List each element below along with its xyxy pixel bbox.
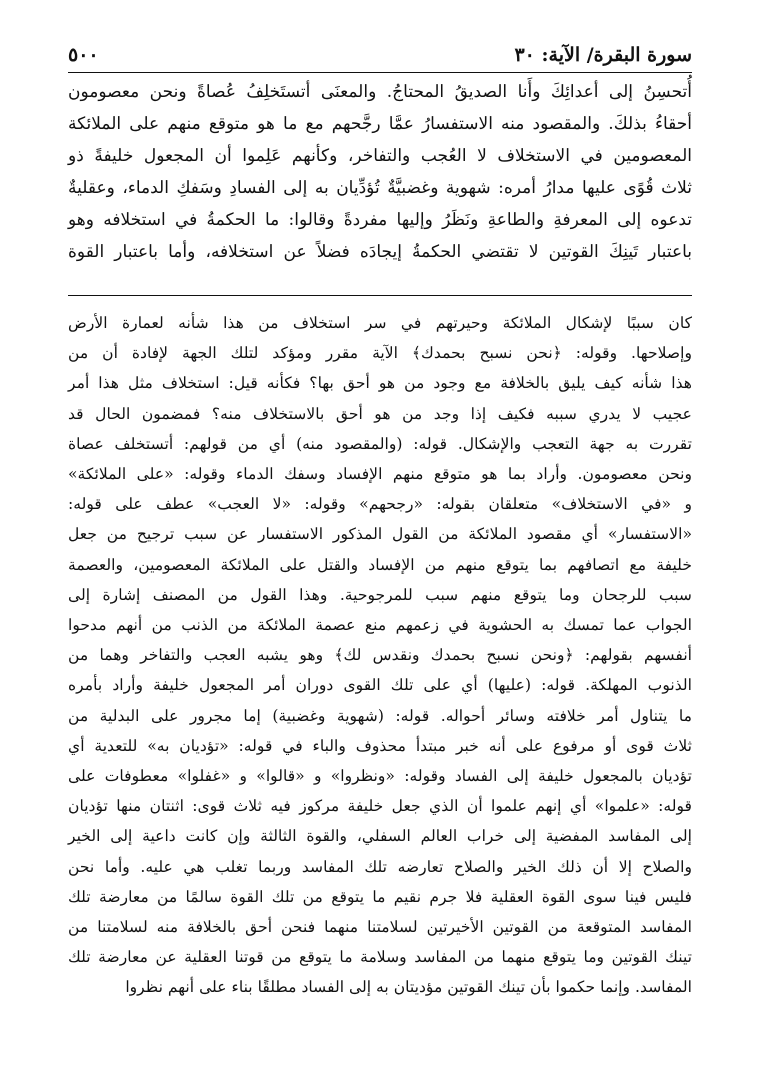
commentary-line: ثلاث قوى أو مرفوع على أنه خبر مبتدأ محذوف والباء في قوله: «تؤديان به» للتعدية أي: [68, 736, 692, 755]
commentary-line: تؤديان بالمجعول خليفة إلى الفساد وقوله: «ونظروا» و «قالوا» و «غفلوا» معطوفات على: [68, 767, 692, 786]
main-text-line: ثلاث قُوًى عليها مدارُ أمره: شهوية وغضبيَّةٌ تُؤدِّيان به إلى الفسادِ وسَفكِ الدماء، وعقليةٌ: [68, 178, 692, 198]
commentary-line: «الاستفسار» أي مقصود الملائكة من القول المذكور الاستفسار عن سبب ترجيح من جعل: [68, 525, 692, 544]
commentary-line: قوله: «علموا» أي إنهم علموا أن الذي جعل خليفة مركوز فيه ثلاث قوى: اثنتان منها تؤديان: [68, 797, 692, 816]
main-text-line: باعتبار تَينِكَ القوتين لا تقتضي الحكمةُ إيجادَه فضلاً عن استخلافه، وأما باعتبار القوة: [68, 242, 692, 262]
commentary-line: تقررت به جهة التعجب والإشكال. قوله: (والمقصود منه) أي من قولهم: أتستخلف عصاة: [68, 434, 692, 453]
commentary-line: أنفسهم بقولهم: ﴿ونحن نسبح بحمدك ونقدس لك﴾ وهو يشبه العجب والتفاخر وهما من: [68, 646, 692, 665]
commentary-line: إلى المفاسد المفضية إلى خراب العالم السفلي، والقوة الثالثة وإن كانت داعية إلى الخير: [68, 827, 692, 846]
commentary-line: هذا شأنه كيف يليق بالخلافة مع وجود من هو أحق بها؟ فكأنه قيل: استخلاف مثل هذا أمر: [68, 374, 692, 393]
commentary-line: والصلاح إلا أن ذلك الخير والصلاح تعارضه تلك المفاسد وربما تغلب هي عليه. وأما نحن: [68, 857, 692, 876]
main-text-line: المعصومين في الاستخلاف لا العُجب والتفاخر، وكأنهم عَلِموا أن المجعول خليفةً ذو: [68, 146, 692, 166]
commentary-line: سبب للرجحان وما يتوقع منهم سبب للمرجوحية. وهذا القول من المصنف إشارة إلى: [68, 585, 692, 604]
commentary-line: خليفة مع اتصافهم بما يتوقع منهم من الإفساد والقتل على الملائكة المعصومين، والعصمة: [68, 555, 692, 574]
commentary-line: كان سببًا لإشكال الملائكة وحيرتهم في سر استخلاف من هذا شأنه لعمارة الأرض: [68, 314, 692, 332]
commentary-line: الذنوب المهلكة. قوله: (عليها) أي على تلك القوى دوران أمر المجعول خليفة وأراد بأمره: [68, 676, 692, 695]
footnote-separator: [68, 295, 692, 296]
main-text-line: تدعوه إلى المعرفةِ والطاعةِ ونَظَرُ وإليها مفردةً وقالوا: ما الحكمةُ في استخلافه وهو: [68, 210, 692, 230]
commentary-line: ما يتناول أمر خلافته وسائر أحواله. قوله: (شهوية وغضبية) إما مجرور على البدلية من: [68, 706, 692, 725]
commentary-line: وإصلاحها. وقوله: ﴿نحن نسبح بحمدك﴾ الآية مقرر ومؤكد لتلك الجهة لإفادة أن من: [68, 344, 693, 363]
commentary-line: عجيب لا يدري سببه فكيف إذا وجد من هو أحق بالاستخلاف منه؟ فمضمون الحال قد: [68, 404, 692, 423]
commentary-text: [68, 308, 692, 1003]
commentary-line: فليس فينا سوى القوة العقلية فلا جرم نقيم ما يتوقع من تلك القوة سالمًا من معارضة تلك: [68, 887, 692, 906]
commentary-line: المفاسد المتوقعة من القوتين الأخيرتين لسلامتنا منهما فنحن أحق بالخلافة منه لسلامتنا من: [68, 918, 692, 937]
commentary-line: و «في الاستخلاف» متعلقان بقوله: «رجحهم» وقوله: «لا العجب» عطف على قوله:: [68, 495, 692, 514]
main-text: [68, 76, 692, 268]
main-text-line: أحقاءُ بذلكَ. والمقصود منه الاستفسارُ عمَّا رجَّحهم مع ما هو متوقع منهم على الملائكة: [68, 114, 692, 134]
page-number: ٥٠٠: [68, 44, 99, 66]
page-header: [68, 30, 692, 73]
commentary-line: ونحن معصومون. وأراد بما هو متوقع منهم الإفساد وسفك الدماء وقوله: «على الملائكة»: [68, 465, 692, 484]
commentary-line: تينك القوتين وما يتوقع منهما من المفاسد وسلامة ما يتوقع من قوتنا العقلية عن معارضة تلك: [68, 948, 692, 967]
commentary-line: المفاسد. وإنما حكموا بأن تينك القوتين مؤديتان به إلى الفساد مطلقًا بناء على أنهم نظروا: [125, 978, 692, 997]
commentary-line: الجواب عما تمسك به الحشوية في زعمهم منع عصمة الملائكة من الذنب من أنهم مدحوا: [68, 616, 692, 635]
main-text-line: أُتحسِنُ إلى أعدائِكَ وأَنا الصديقُ المحتاجُ. والمعنَى أتستَخلِفُ عُصاةً ونحن معصومون: [68, 82, 692, 102]
running-title: سورة البقرة/ الآية: ٣٠: [514, 44, 692, 66]
